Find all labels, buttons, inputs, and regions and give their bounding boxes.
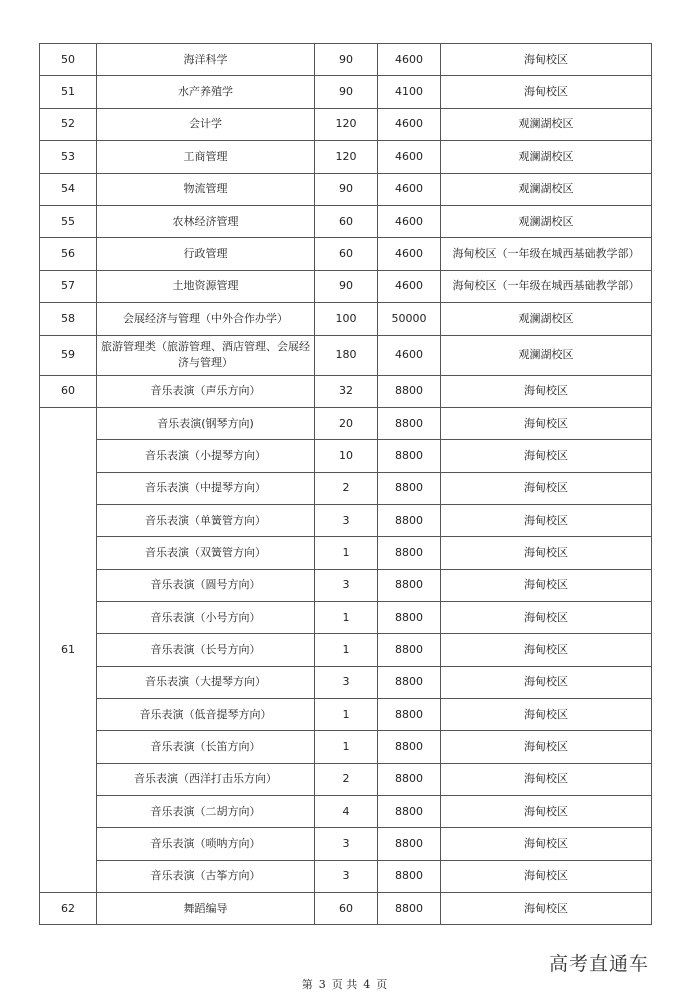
- cell-count: 60: [315, 238, 378, 270]
- row-number: 53: [40, 141, 97, 173]
- cell-count: 2: [315, 472, 378, 504]
- table-row: [40, 335, 652, 375]
- footer-suffix: 页: [376, 978, 388, 991]
- row-number: 56: [40, 238, 97, 270]
- enrollment-table: [39, 43, 652, 925]
- cell-count: 3: [315, 828, 378, 860]
- cell-fee: 8800: [378, 440, 441, 472]
- table-row: [40, 569, 652, 601]
- cell-fee: 4600: [378, 173, 441, 205]
- cell-fee: 8800: [378, 569, 441, 601]
- cell-fee: 4100: [378, 76, 441, 108]
- cell-fee: 8800: [378, 407, 441, 439]
- cell-count: 10: [315, 440, 378, 472]
- cell-major: 会展经济与管理（中外合作办学）: [97, 303, 315, 335]
- cell-count: 90: [315, 173, 378, 205]
- cell-campus: 海甸校区: [441, 763, 652, 795]
- cell-major: 音乐表演（中提琴方向）: [97, 472, 315, 504]
- cell-count: 60: [315, 205, 378, 237]
- cell-campus: 观澜湖校区: [441, 173, 652, 205]
- cell-campus: 海甸校区: [441, 569, 652, 601]
- cell-major: 音乐表演（小提琴方向）: [97, 440, 315, 472]
- row-number: 61: [40, 407, 97, 892]
- cell-major: 音乐表演（长笛方向）: [97, 731, 315, 763]
- cell-campus: 观澜湖校区: [441, 108, 652, 140]
- cell-major: 农林经济管理: [97, 205, 315, 237]
- cell-fee: 8800: [378, 472, 441, 504]
- cell-major: 音乐表演（声乐方向）: [97, 375, 315, 407]
- row-number: 51: [40, 76, 97, 108]
- table-row: [40, 796, 652, 828]
- cell-count: 90: [315, 270, 378, 302]
- cell-major: 音乐表演（小号方向）: [97, 601, 315, 633]
- row-number: 52: [40, 108, 97, 140]
- cell-campus: 海甸校区（一年级在城西基础教学部）: [441, 238, 652, 270]
- table-row: [40, 173, 652, 205]
- cell-fee: 4600: [378, 44, 441, 76]
- table-row: [40, 375, 652, 407]
- table-row: [40, 893, 652, 925]
- footer-total-pages: 4: [363, 978, 371, 991]
- cell-count: 60: [315, 893, 378, 925]
- watermark: 高考直通车: [549, 953, 650, 975]
- table-row: [40, 270, 652, 302]
- cell-count: 120: [315, 141, 378, 173]
- table-row: [40, 44, 652, 76]
- row-number: 58: [40, 303, 97, 335]
- cell-fee: 4600: [378, 238, 441, 270]
- row-number: 60: [40, 375, 97, 407]
- cell-major: 物流管理: [97, 173, 315, 205]
- table-row: [40, 407, 652, 439]
- cell-count: 180: [315, 335, 378, 375]
- table-row: [40, 238, 652, 270]
- table-row: [40, 537, 652, 569]
- cell-fee: 8800: [378, 375, 441, 407]
- cell-campus: 观澜湖校区: [441, 205, 652, 237]
- cell-count: 100: [315, 303, 378, 335]
- cell-campus: 海甸校区: [441, 504, 652, 536]
- cell-count: 3: [315, 860, 378, 892]
- cell-campus: 海甸校区: [441, 407, 652, 439]
- cell-fee: 4600: [378, 205, 441, 237]
- table-row: [40, 601, 652, 633]
- row-number: 57: [40, 270, 97, 302]
- cell-major: 音乐表演（双簧管方向）: [97, 537, 315, 569]
- cell-campus: 海甸校区: [441, 472, 652, 504]
- table-row: [40, 472, 652, 504]
- cell-fee: 8800: [378, 634, 441, 666]
- table-row: [40, 303, 652, 335]
- cell-major: 音乐表演（单簧管方向）: [97, 504, 315, 536]
- cell-fee: 8800: [378, 860, 441, 892]
- cell-fee: 8800: [378, 763, 441, 795]
- cell-campus: 海甸校区: [441, 731, 652, 763]
- cell-fee: 4600: [378, 141, 441, 173]
- cell-campus: 海甸校区（一年级在城西基础教学部）: [441, 270, 652, 302]
- cell-campus: 观澜湖校区: [441, 141, 652, 173]
- cell-major: 土地资源管理: [97, 270, 315, 302]
- cell-count: 90: [315, 76, 378, 108]
- cell-fee: 4600: [378, 108, 441, 140]
- cell-fee: 4600: [378, 270, 441, 302]
- cell-campus: 海甸校区: [441, 893, 652, 925]
- cell-major: 音乐表演（长号方向）: [97, 634, 315, 666]
- cell-count: 1: [315, 601, 378, 633]
- table-row: [40, 440, 652, 472]
- cell-fee: 8800: [378, 893, 441, 925]
- cell-major: 音乐表演（唢呐方向）: [97, 828, 315, 860]
- row-number: 62: [40, 893, 97, 925]
- cell-fee: 8800: [378, 666, 441, 698]
- cell-campus: 海甸校区: [441, 76, 652, 108]
- cell-fee: 8800: [378, 601, 441, 633]
- table-row: [40, 666, 652, 698]
- cell-major: 海洋科学: [97, 44, 315, 76]
- cell-major: 工商管理: [97, 141, 315, 173]
- table-row: [40, 141, 652, 173]
- cell-count: 90: [315, 44, 378, 76]
- cell-major: 音乐表演（大提琴方向）: [97, 666, 315, 698]
- cell-count: 1: [315, 634, 378, 666]
- cell-campus: 海甸校区: [441, 44, 652, 76]
- table-row: [40, 731, 652, 763]
- table-row: [40, 205, 652, 237]
- cell-campus: 海甸校区: [441, 537, 652, 569]
- cell-count: 120: [315, 108, 378, 140]
- row-number: 55: [40, 205, 97, 237]
- footer-middle: 页 共: [331, 978, 358, 991]
- table-row: [40, 634, 652, 666]
- row-number: 50: [40, 44, 97, 76]
- cell-major: 舞蹈编导: [97, 893, 315, 925]
- cell-count: 32: [315, 375, 378, 407]
- cell-fee: 8800: [378, 796, 441, 828]
- cell-count: 1: [315, 731, 378, 763]
- footer-page-number: 3: [318, 978, 326, 991]
- cell-count: 4: [315, 796, 378, 828]
- table-row: [40, 763, 652, 795]
- page-footer: [0, 976, 689, 992]
- cell-major: 音乐表演(钢琴方向): [97, 407, 315, 439]
- cell-major: 音乐表演（古筝方向）: [97, 860, 315, 892]
- cell-campus: 海甸校区: [441, 828, 652, 860]
- footer-prefix: 第: [301, 978, 313, 991]
- cell-campus: 海甸校区: [441, 666, 652, 698]
- cell-major: 水产养殖学: [97, 76, 315, 108]
- table-row: [40, 860, 652, 892]
- cell-fee: 8800: [378, 537, 441, 569]
- row-number: 59: [40, 335, 97, 375]
- cell-fee: 8800: [378, 699, 441, 731]
- table-row: [40, 504, 652, 536]
- cell-campus: 海甸校区: [441, 860, 652, 892]
- cell-major: 音乐表演（圆号方向）: [97, 569, 315, 601]
- cell-count: 3: [315, 504, 378, 536]
- table-row: [40, 828, 652, 860]
- row-number: 54: [40, 173, 97, 205]
- cell-count: 20: [315, 407, 378, 439]
- cell-major: 会计学: [97, 108, 315, 140]
- cell-major: 音乐表演（西洋打击乐方向）: [97, 763, 315, 795]
- cell-major: 音乐表演（二胡方向）: [97, 796, 315, 828]
- cell-campus: 海甸校区: [441, 634, 652, 666]
- cell-major: 音乐表演（低音提琴方向）: [97, 699, 315, 731]
- cell-major: 行政管理: [97, 238, 315, 270]
- cell-count: 3: [315, 569, 378, 601]
- cell-fee: 50000: [378, 303, 441, 335]
- cell-count: 2: [315, 763, 378, 795]
- cell-fee: 8800: [378, 504, 441, 536]
- cell-campus: 观澜湖校区: [441, 303, 652, 335]
- cell-campus: 海甸校区: [441, 601, 652, 633]
- cell-campus: 海甸校区: [441, 699, 652, 731]
- cell-count: 1: [315, 699, 378, 731]
- table-row: [40, 76, 652, 108]
- cell-campus: 海甸校区: [441, 796, 652, 828]
- cell-count: 3: [315, 666, 378, 698]
- cell-fee: 4600: [378, 335, 441, 375]
- table-row: [40, 108, 652, 140]
- table-row: [40, 699, 652, 731]
- cell-campus: 观澜湖校区: [441, 335, 652, 375]
- cell-fee: 8800: [378, 828, 441, 860]
- cell-campus: 海甸校区: [441, 440, 652, 472]
- cell-fee: 8800: [378, 731, 441, 763]
- cell-campus: 海甸校区: [441, 375, 652, 407]
- cell-major: 旅游管理类（旅游管理、酒店管理、会展经济与管理）: [97, 335, 315, 375]
- cell-count: 1: [315, 537, 378, 569]
